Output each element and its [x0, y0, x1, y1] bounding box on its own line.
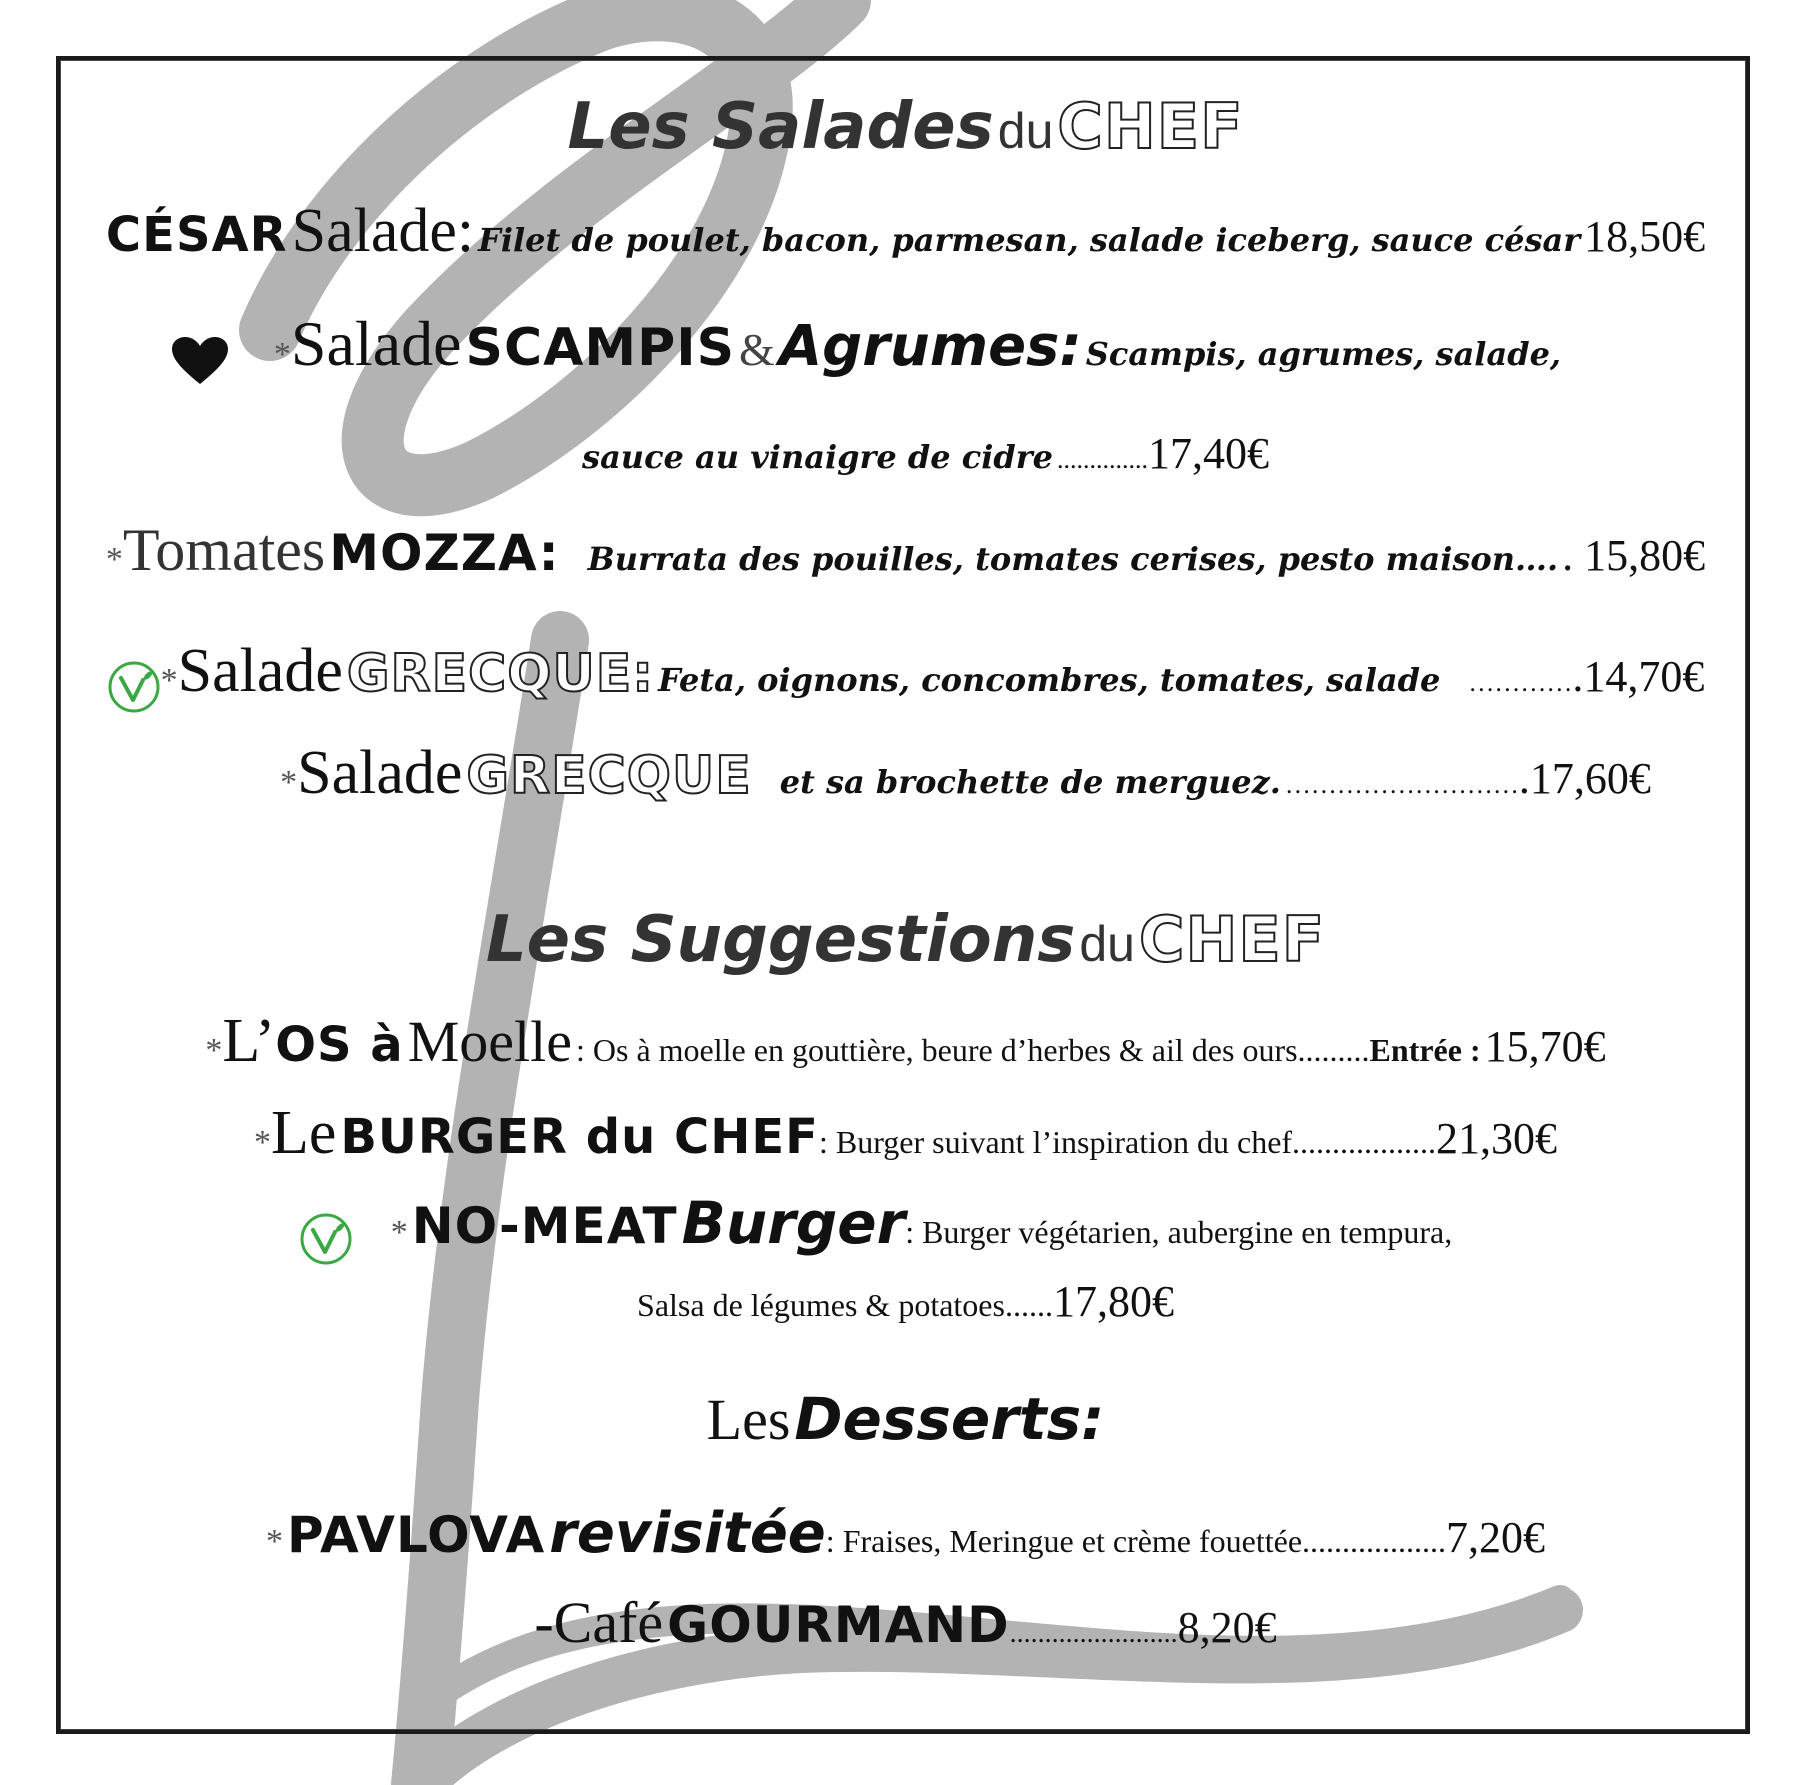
- desserts-title: [0, 1385, 1811, 1453]
- salades-title: [0, 90, 1811, 164]
- menu-item-grecque-merguez: [60, 739, 1811, 807]
- item-label: Salade: [290, 308, 462, 379]
- item-description: : Burger suivant l’inspiration du chef..................: [818, 1124, 1437, 1160]
- item-dots: …………: [1468, 668, 1573, 697]
- item-description: : Burger végétarien, aubergine en tempura,: [905, 1214, 1453, 1250]
- item-price: 18,50€: [1584, 212, 1706, 261]
- item-star: *: [273, 336, 291, 373]
- item-description: et sa brochette de merguez.: [779, 763, 1281, 801]
- item-price: .17,60€: [1518, 754, 1651, 803]
- item-price: 8,20€: [1177, 1603, 1277, 1652]
- item-star: *: [205, 1032, 223, 1069]
- item-name: GOURMAND: [667, 1596, 1010, 1654]
- item-star: *: [280, 764, 298, 801]
- item-label: -Café: [534, 1590, 664, 1655]
- item-name: GRECQUE:: [346, 644, 655, 704]
- item-name: CÉSAR: [105, 207, 288, 263]
- vegan-icon: [107, 660, 161, 714]
- menu-item-pavlova: [0, 1501, 1811, 1566]
- item-label: Le: [270, 1099, 337, 1167]
- item-name: BURGER du CHEF: [340, 1109, 819, 1165]
- item-name-moelle: Moelle: [407, 1009, 572, 1074]
- item-amp: &: [739, 324, 775, 375]
- item-price: 17,80€: [1052, 1277, 1174, 1326]
- item-description: sauce au vinaigre de cidre: [582, 438, 1053, 476]
- item-description: Scampis, agrumes, salade,: [1085, 335, 1562, 373]
- item-label: Tomates: [122, 517, 326, 583]
- item-price: .14,70€: [1572, 652, 1705, 701]
- menu-item-mozza: [0, 517, 1811, 583]
- item-label: Salade: [177, 637, 343, 705]
- item-star: *: [160, 662, 178, 699]
- salades-title-du: du: [997, 103, 1054, 159]
- item-star: *: [390, 1214, 408, 1251]
- item-name-burger: Burger: [681, 1189, 906, 1257]
- vegan-icon: [299, 1212, 353, 1266]
- menu-item-scampis-line2: [20, 429, 1811, 478]
- item-description: Salsa de légumes & potatoes......: [637, 1287, 1053, 1323]
- item-dots: ………………………: [1284, 770, 1519, 799]
- suggestions-title-les: Les Suggestions: [485, 903, 1076, 977]
- item-name-agrumes: Agrumes:: [778, 314, 1082, 379]
- item-entree-label: Entrée :: [1369, 1032, 1481, 1068]
- item-name: PAVLOVA: [286, 1506, 546, 1564]
- item-label: L’: [222, 1007, 276, 1075]
- item-dots: ........................: [1009, 1618, 1178, 1649]
- suggestions-title: [0, 903, 1811, 977]
- salades-title-les: Les Salades: [567, 90, 994, 164]
- item-star: *: [265, 1523, 283, 1560]
- desserts-title-desserts: Desserts:: [794, 1385, 1105, 1453]
- item-description: : Fraises, Meringue et crème fouettée..................: [825, 1523, 1447, 1559]
- item-price: 21,30€: [1436, 1114, 1558, 1163]
- menu-item-burger-chef: [0, 1099, 1811, 1167]
- item-name: MOZZA:: [329, 524, 560, 582]
- item-star: *: [253, 1124, 271, 1161]
- item-name: SCAMPIS: [465, 318, 736, 378]
- menu-item-no-meat-burger: [0, 1189, 1781, 1266]
- item-description: Filet de poulet, bacon, parmesan, salade iceberg, sauce césar: [478, 221, 1581, 259]
- item-name: OS à: [275, 1017, 404, 1073]
- menu-item-os-moelle: [0, 1007, 1811, 1075]
- item-description: Burrata des pouilles, tomates cerises, pesto maison….: [587, 540, 1559, 578]
- menu-item-grecque: [0, 637, 1811, 714]
- item-price: 17,40€: [1147, 429, 1269, 478]
- salades-title-chef: CHEF: [1057, 90, 1244, 163]
- menu-item-no-meat-burger-line2: [0, 1277, 1811, 1326]
- item-price: 7,20€: [1446, 1513, 1546, 1562]
- menu-item-scampis: [0, 308, 1771, 386]
- item-description: Feta, oignons, concombres, tomates, salade: [658, 661, 1441, 699]
- suggestions-title-chef: CHEF: [1139, 903, 1326, 976]
- item-label: Salade: [297, 739, 463, 807]
- menu-item-cesar: [0, 197, 1811, 265]
- item-name: NO-MEAT: [411, 1197, 678, 1255]
- item-price: . 15,80€: [1562, 531, 1706, 580]
- item-description: : Os à moelle en gouttière, beure d’herbes & ail des ours.........: [576, 1032, 1370, 1068]
- menu-item-cafe-gourmand: [0, 1590, 1811, 1655]
- heart-icon: [170, 336, 230, 386]
- item-dots: ..............: [1056, 445, 1148, 474]
- desserts-title-les: Les: [706, 1387, 791, 1452]
- item-price: 15,70€: [1484, 1022, 1606, 1071]
- item-name: GRECQUE: [466, 746, 752, 806]
- item-star: *: [105, 541, 123, 578]
- item-label: Salade:: [291, 197, 475, 265]
- suggestions-title-du: du: [1079, 916, 1135, 972]
- item-name-revisitee: revisitée: [549, 1501, 826, 1566]
